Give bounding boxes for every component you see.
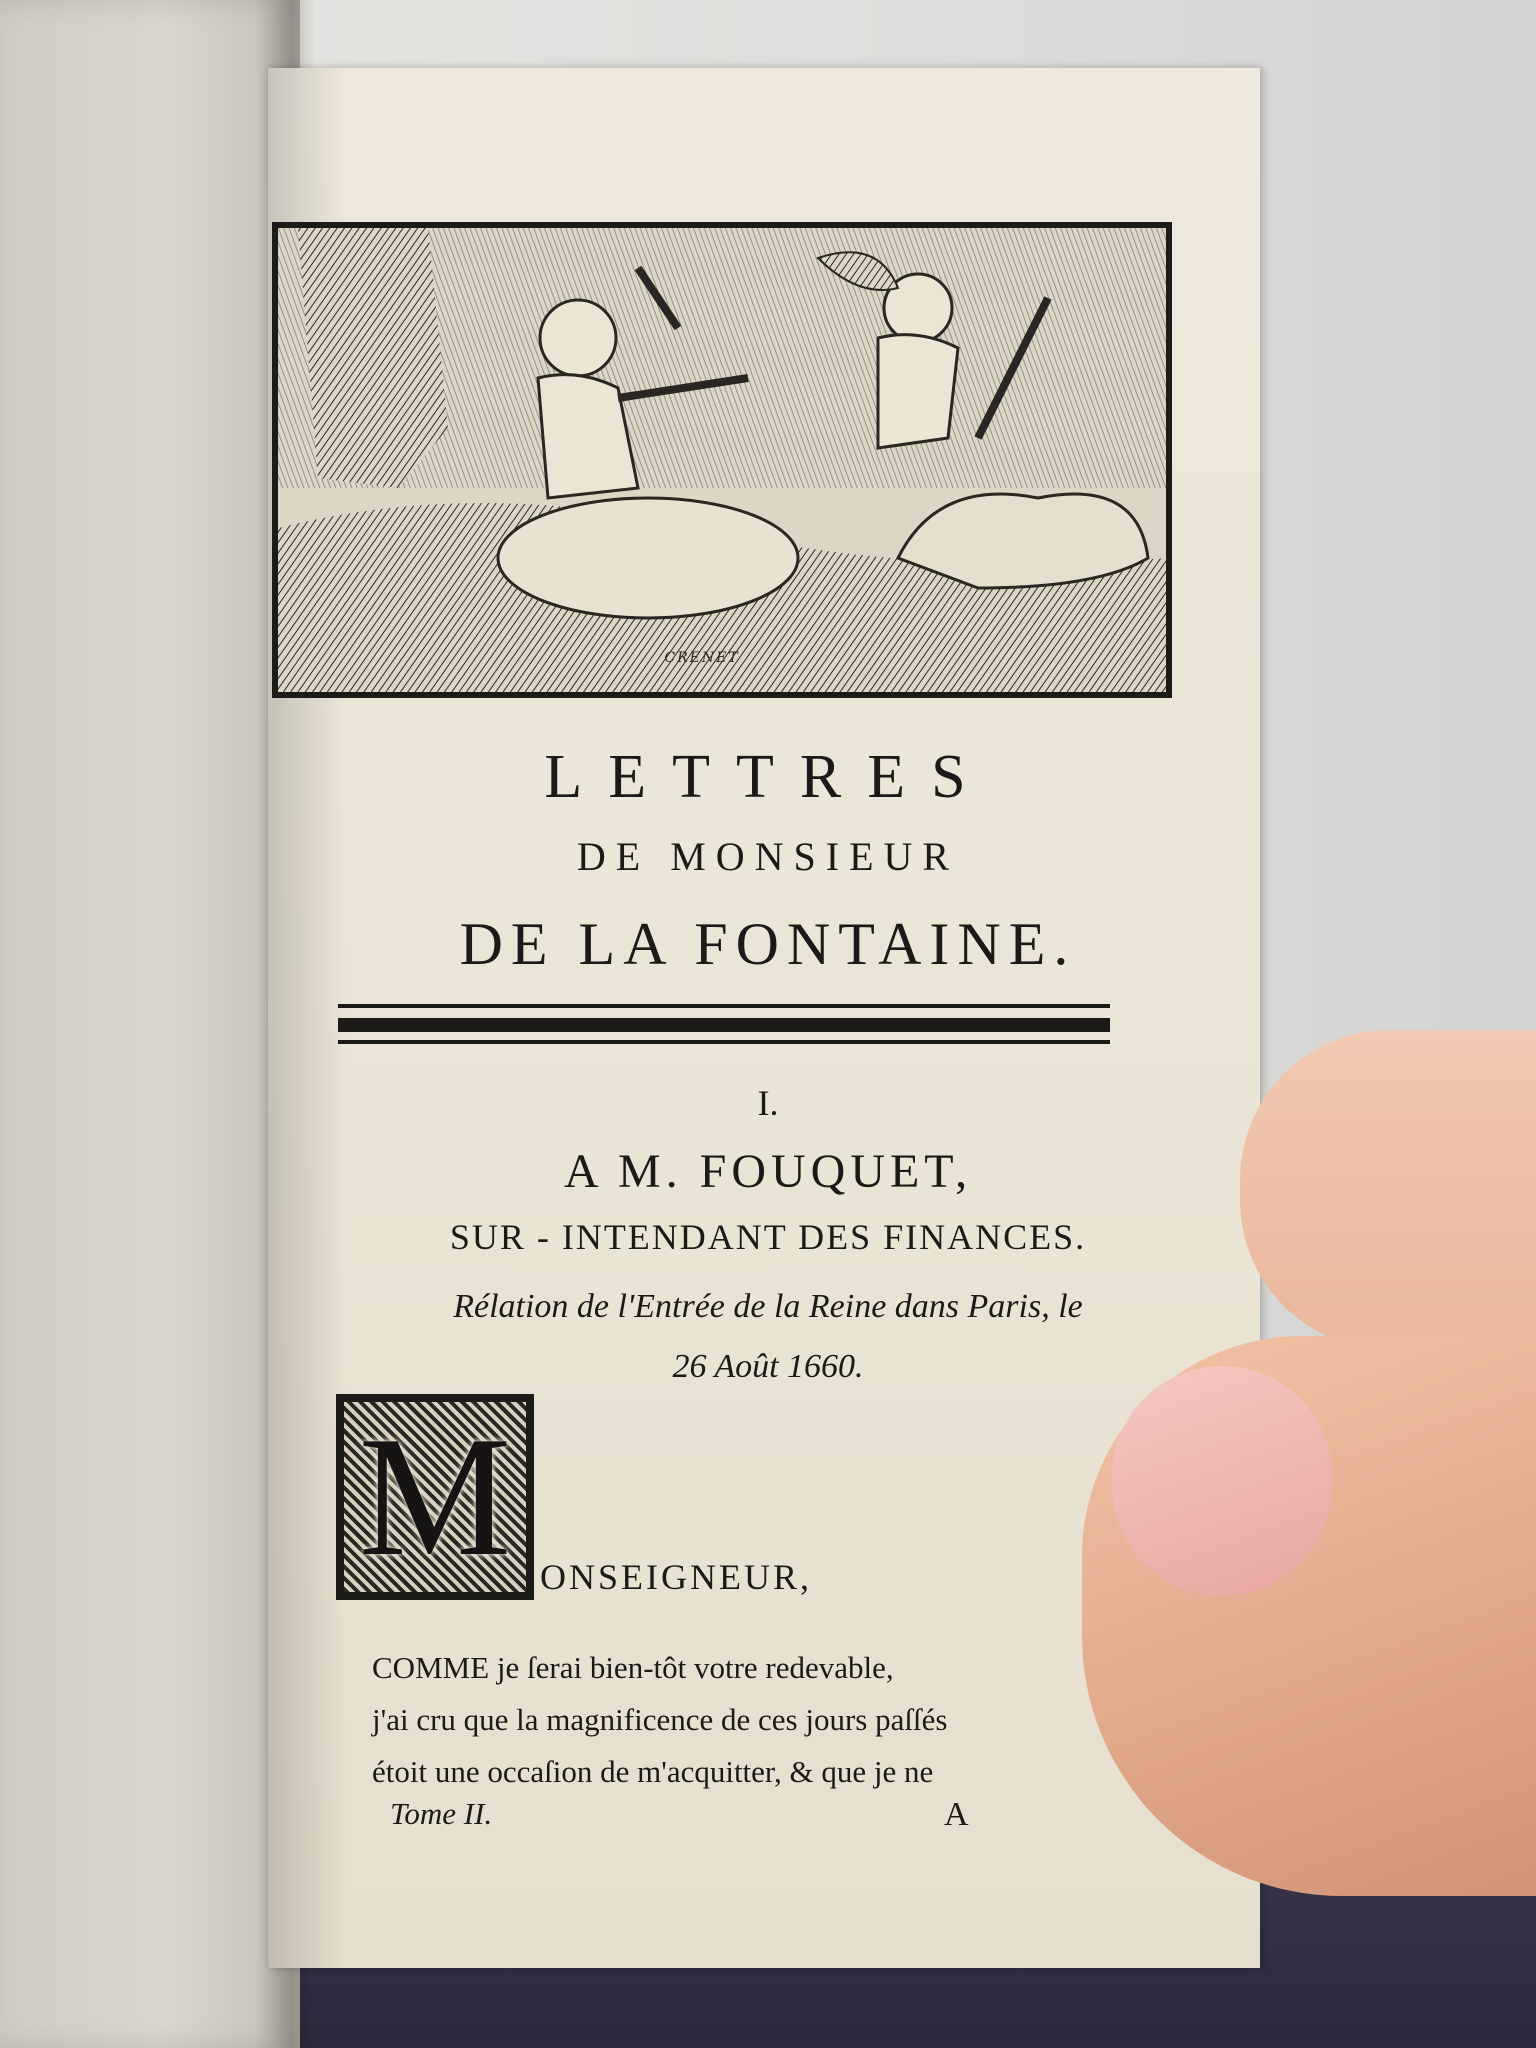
letter-addressee-title: SUR - INTENDANT DES FINANCES. xyxy=(449,1217,1087,1257)
letter-relation-line-2: 26 Août 1660. xyxy=(672,1348,864,1385)
cherub-body xyxy=(878,335,958,448)
title-lettres: LETTRES xyxy=(544,743,992,811)
woodcut-scene xyxy=(278,228,1166,692)
engraver-signature: CRENET xyxy=(664,650,740,666)
letter-numeral: I. xyxy=(757,1083,779,1123)
body-line: étoit une occaſion de m'acquitter, & que je ne xyxy=(372,1754,934,1789)
figure-head xyxy=(540,300,616,376)
volume-label: Tome II. xyxy=(390,1796,493,1831)
index-finger xyxy=(1240,1030,1536,1350)
title-rule-top xyxy=(338,1004,1110,1008)
title-rule-bottom xyxy=(338,1040,1110,1044)
tree-trunk xyxy=(298,228,448,488)
letter-relation-line-1: Rélation de l'Entrée de la Reine dans Paris, le xyxy=(453,1288,1083,1325)
title-de-monsieur: DE MONSIEUR xyxy=(576,834,960,879)
letter-addressee: A M. FOUQUET, xyxy=(563,1145,973,1198)
title-rule-middle xyxy=(338,1018,1110,1032)
thumb-nail xyxy=(1112,1366,1332,1596)
signature-mark: A xyxy=(944,1796,969,1833)
title-author: DE LA FONTAINE. xyxy=(459,911,1077,977)
figure-drapery xyxy=(498,498,798,618)
woodcut-illustration xyxy=(272,222,1172,698)
salutation: ONSEIGNEUR, xyxy=(540,1557,812,1597)
initial-letter: M xyxy=(358,1402,512,1592)
body-line: j'ai cru que la magnificence de ces jours paſſés xyxy=(372,1702,948,1737)
decorated-initial xyxy=(336,1394,534,1600)
body-line: COMME je ſerai bien-tôt votre redevable, xyxy=(372,1650,894,1685)
